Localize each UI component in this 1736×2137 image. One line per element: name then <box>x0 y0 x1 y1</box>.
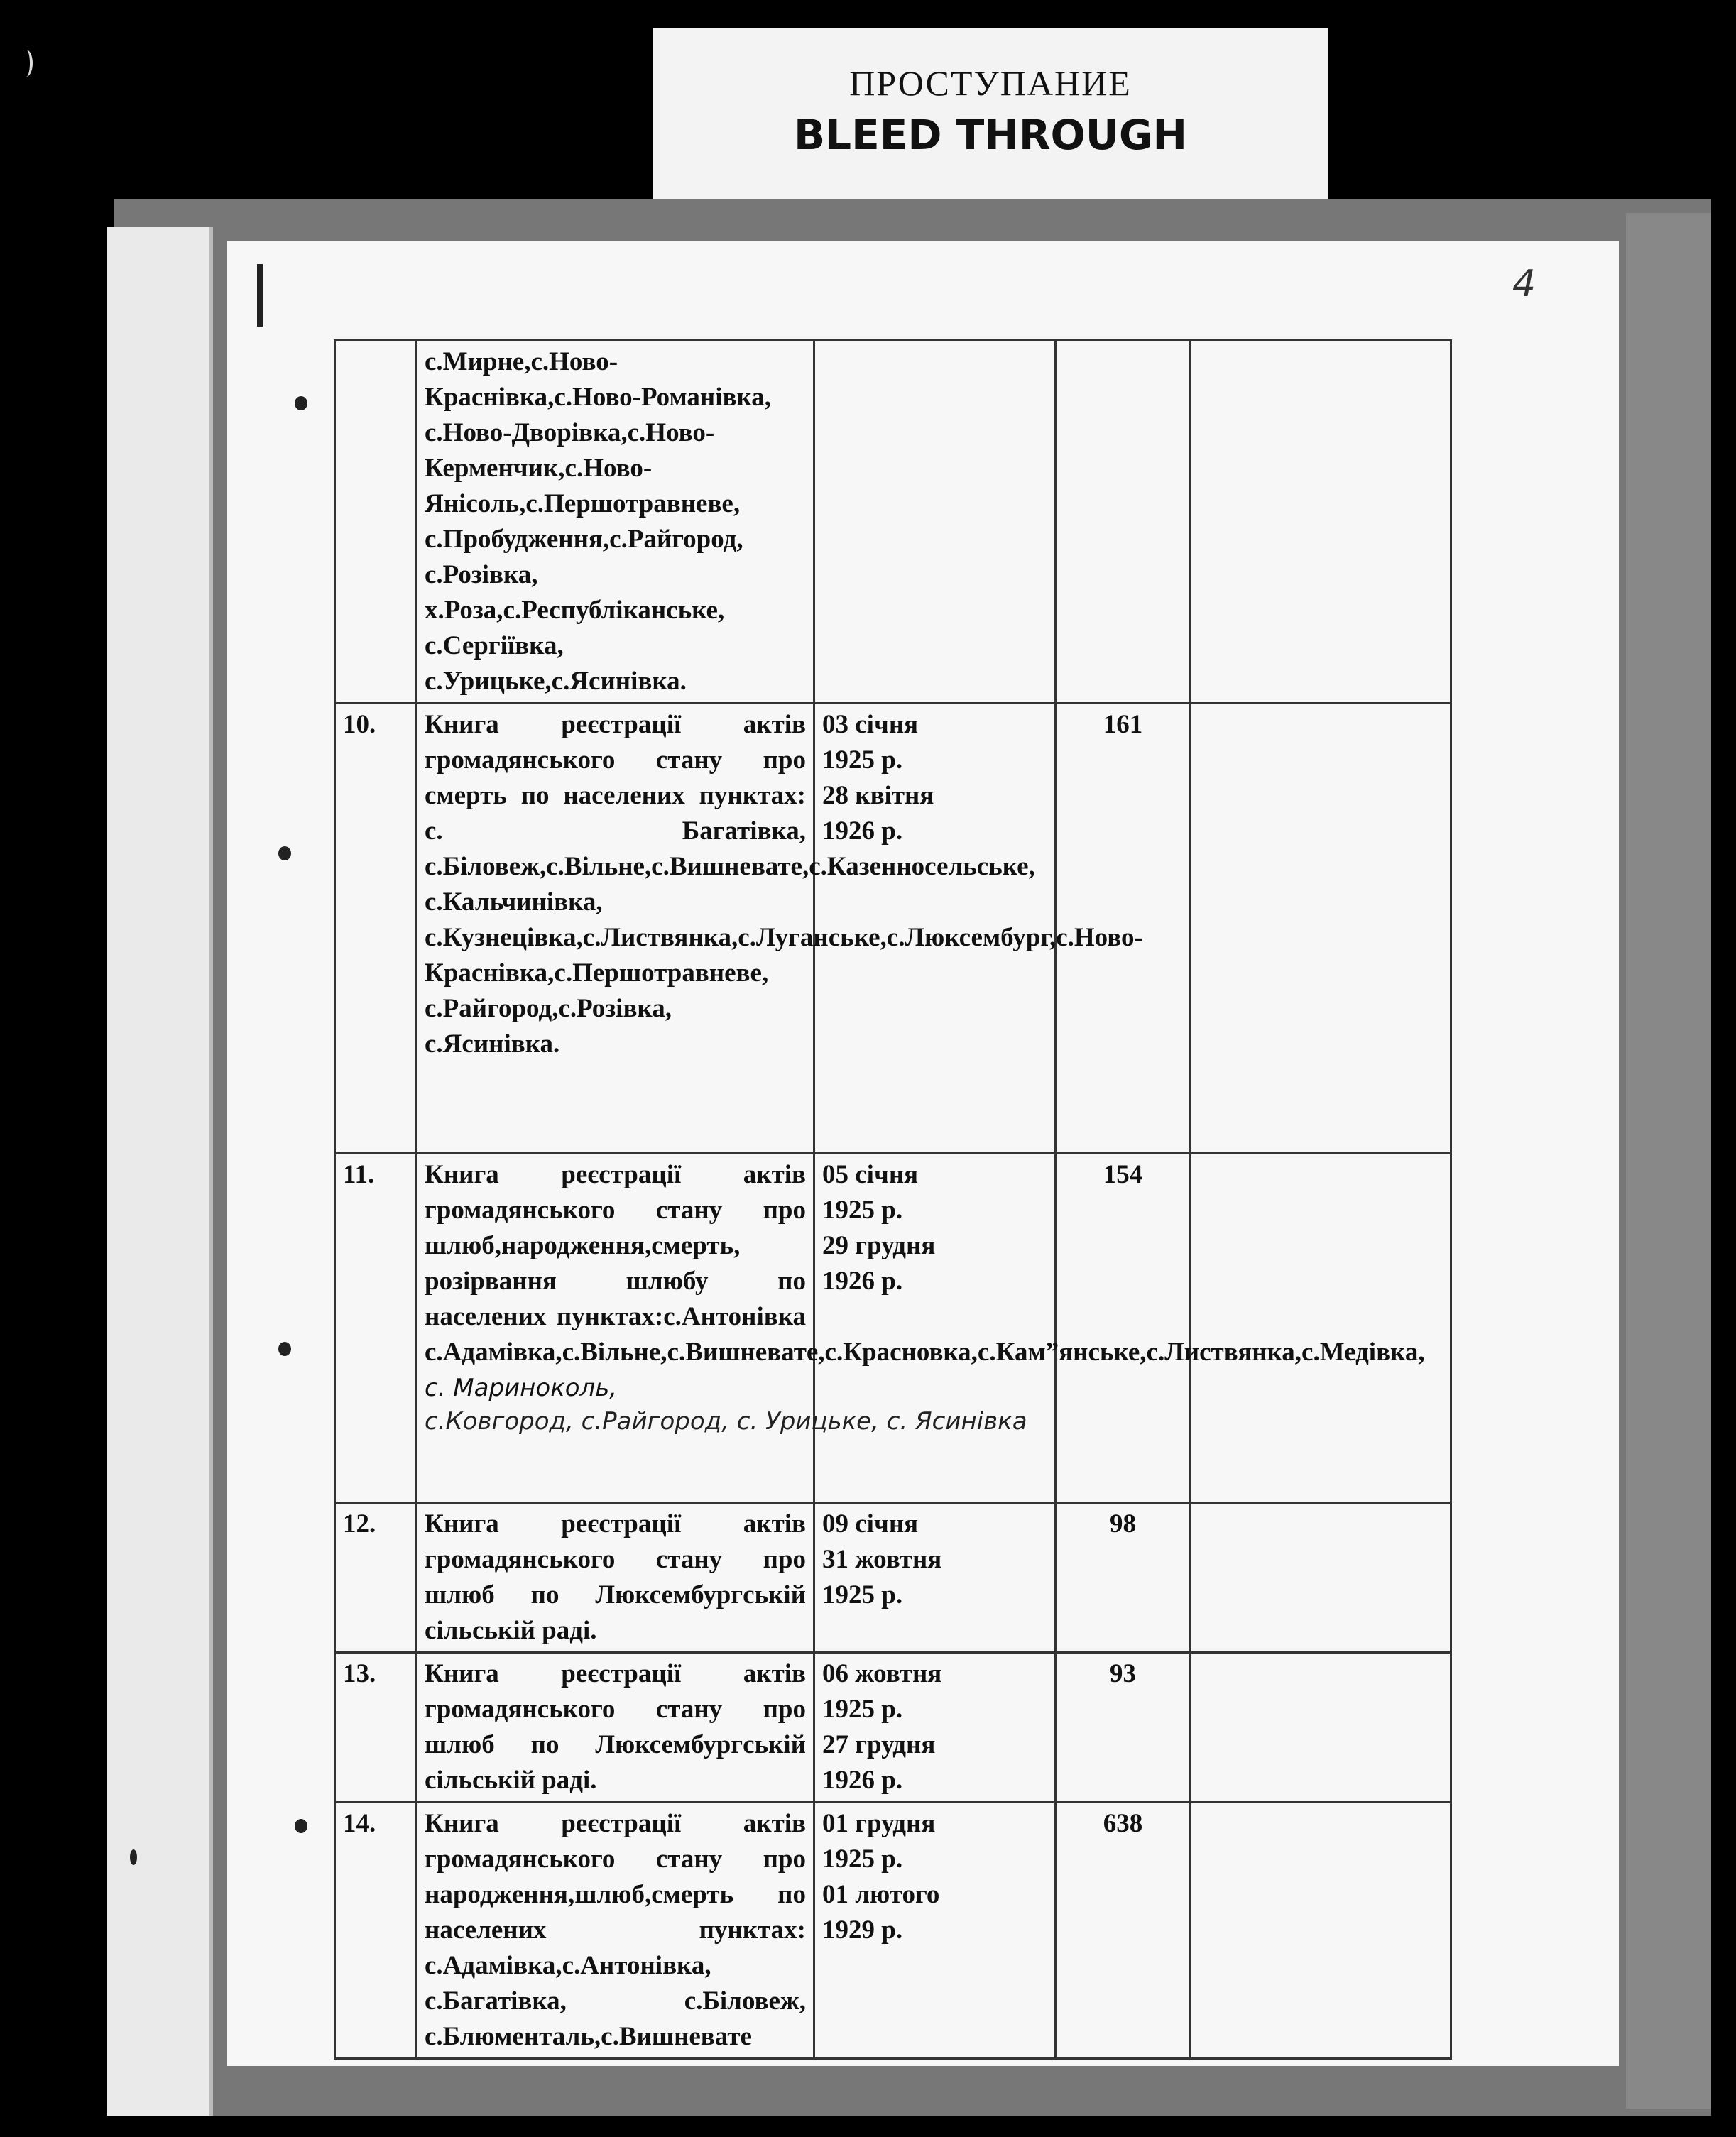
row-dates: 01 грудня 1925 р. 01 лютого 1929 р. <box>814 1803 1056 2059</box>
row-note <box>1191 1653 1451 1803</box>
row-note <box>1191 1503 1451 1653</box>
row-dates <box>814 341 1056 704</box>
folder-edge <box>1626 213 1711 2109</box>
row-pages: 98 <box>1056 1503 1191 1653</box>
table-row <box>335 704 1451 1154</box>
row-description: Книга реєстрації актів громадянського стану про смерть по населених пунктах: с. Багатівка, с.Біловеж,с.Вільне,с.Вишневате,с.Казенносельське, с.Кальчинівка, с.Кузнецівка,с.Листвянка,с.Луганське,с.Люксембург,с.Ново-Краснівка,с.Першотравневе, с.Райгород,с.Розівка, с.Ясинівка. <box>417 704 814 1154</box>
row-number: 12. <box>335 1503 417 1653</box>
table-row <box>335 1803 1451 2059</box>
table-row <box>335 341 1451 704</box>
handwritten-inline: с. Мариноколь, <box>425 1374 618 1402</box>
label-line-ru: ПРОСТУПАНИЕ <box>849 63 1132 103</box>
row-description: Книга реєстрації актів громадянського стану про шлюб по Люксембургській сільській раді. <box>417 1503 814 1653</box>
register-table <box>334 339 1452 2060</box>
corner-mark <box>20 50 33 77</box>
row-description: Книга реєстрації актів громадянського стану про народження,шлюб,смерть по населених пунктах: с.Адамівка,с.Антонівка, с.Багатівка, с.Біловеж, с.Блюменталь,с.Вишневате <box>417 1803 814 2059</box>
row-note <box>1191 1803 1451 2059</box>
handwritten-addition: с.Ковгород, с.Райгород, с. Урицьке, с. Ясинівка <box>425 1407 1027 1436</box>
row-description: Книга реєстрації актів громадянського стану про шлюб по Люксембургській сільській раді. <box>417 1653 814 1803</box>
bleed-through-label <box>653 28 1328 209</box>
punch-hole <box>278 846 291 860</box>
punch-hole <box>130 1849 137 1865</box>
row-note <box>1191 704 1451 1154</box>
row-dates: 05 січня 1925 р. 29 грудня 1926 р. <box>814 1154 1056 1503</box>
row-description: с.Мирне,с.Ново- Краснівка,с.Ново-Романівка, с.Ново-Дворівка,с.Ново-Керменчик,с.Ново-Янісоль,с.Першотравневе, с.Пробудження,с.Райгород, с.Розівка, х.Роза,с.Республіканське, с.Сергіївка, с.Урицьке,с.Ясинівка. <box>417 341 814 704</box>
punch-hole <box>295 396 307 410</box>
row-number: 14. <box>335 1803 417 2059</box>
row-number: 10. <box>335 704 417 1154</box>
punch-hole <box>278 1342 291 1356</box>
page-number-annotation: 4 <box>1512 263 1536 305</box>
row-description-text: Книга реєстрації актів громадянського стану про шлюб,народження,смерть, розірвання шлюбу по населених пунктах:с.Антонівка с.Адамівка,с.Вільне,с.Вишневате,с.Красновка,с.Кам”янське,с.Листвянка,с.Медівка, <box>425 1160 1425 1367</box>
table-row <box>335 1503 1451 1653</box>
row-number <box>335 341 417 704</box>
row-pages <box>1056 341 1191 704</box>
row-pages: 161 <box>1056 704 1191 1154</box>
row-note <box>1191 341 1451 704</box>
row-pages: 638 <box>1056 1803 1191 2059</box>
row-number: 13. <box>335 1653 417 1803</box>
table-row <box>335 1653 1451 1803</box>
row-dates: 03 січня 1925 р. 28 квітня 1926 р. <box>814 704 1056 1154</box>
row-pages: 93 <box>1056 1653 1191 1803</box>
table-row <box>335 1154 1451 1503</box>
label-line-en: BLEED THROUGH <box>793 111 1188 159</box>
row-dates: 06 жовтня 1925 р. 27 грудня 1926 р. <box>814 1653 1056 1803</box>
row-note <box>1191 1154 1451 1503</box>
row-dates: 09 січня 31 жовтня 1925 р. <box>814 1503 1056 1653</box>
page-edge-mark <box>257 264 263 327</box>
punch-hole <box>295 1819 307 1833</box>
row-number: 11. <box>335 1154 417 1503</box>
binding-strip <box>107 227 213 2116</box>
row-pages: 154 <box>1056 1154 1191 1503</box>
